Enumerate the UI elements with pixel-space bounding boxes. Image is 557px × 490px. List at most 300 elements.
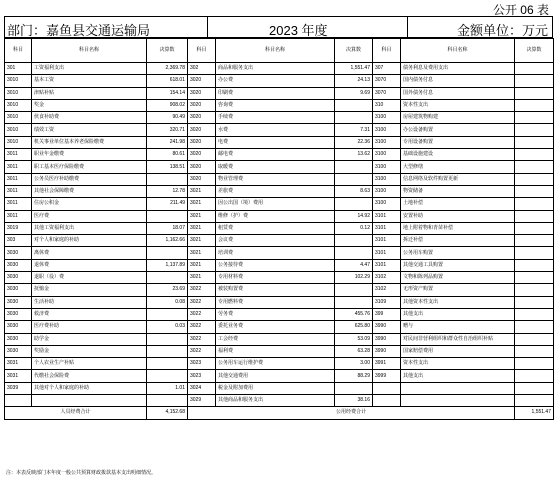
name-cell: 委托业务费 (216, 321, 335, 333)
amount-cell (515, 345, 554, 357)
name-cell: 物业管理费 (216, 173, 335, 185)
code-cell: 3020 (188, 161, 216, 173)
code-cell: 3101 (373, 235, 401, 247)
column-header-amount: 决算数 (515, 39, 554, 63)
amount-cell: 1,551.47 (335, 63, 373, 75)
amount-cell (515, 124, 554, 136)
code-cell: 3991 (373, 358, 401, 370)
table-row (5, 370, 554, 382)
name-cell: 福利费 (216, 345, 335, 357)
name-cell: 基础设施建设 (401, 149, 515, 161)
code-cell: 3021 (188, 185, 216, 197)
name-cell: 公务用车运行维护费 (216, 358, 335, 370)
amount-cell (147, 272, 188, 284)
code-cell: 3010 (5, 136, 32, 148)
amount-cell (335, 112, 373, 124)
code-cell: 3990 (373, 345, 401, 357)
amount-cell: 154.14 (147, 87, 188, 99)
name-cell: 取暖费 (216, 161, 335, 173)
expenditure-table (4, 38, 554, 420)
name-cell: 奖励金 (32, 345, 147, 357)
name-cell: 专用燃料费 (216, 296, 335, 308)
amount-cell: 7.31 (335, 124, 373, 136)
name-cell: 维修（护）费 (216, 210, 335, 222)
name-cell: 手续费 (216, 112, 335, 124)
code-cell: 3070 (373, 75, 401, 87)
name-cell: 生活补助 (32, 296, 147, 308)
name-cell: 伙食补助费 (32, 112, 147, 124)
table-row (5, 259, 554, 271)
amount-cell: 8.63 (335, 185, 373, 197)
name-cell: 公务员医疗补助缴费 (32, 173, 147, 185)
public-total-amount: 1,551.47 (515, 407, 554, 419)
name-cell: 对民间非营利组织和群众性自治组织补贴 (401, 333, 515, 345)
amount-cell (515, 333, 554, 345)
table-row (5, 75, 554, 87)
code-cell: 3021 (188, 259, 216, 271)
amount-cell: 138.51 (147, 161, 188, 173)
name-cell: 助学金 (32, 333, 147, 345)
column-header-name: 科目名称 (401, 39, 515, 63)
name-cell: 其他资本性支出 (401, 296, 515, 308)
name-cell: 专用材料费 (216, 272, 335, 284)
amount-cell: 22.36 (335, 136, 373, 148)
name-cell: 安置补助 (401, 210, 515, 222)
name-cell: 基本工资 (32, 75, 147, 87)
code-cell: 3999 (373, 370, 401, 382)
code-cell: 3102 (373, 272, 401, 284)
code-cell: 3020 (188, 112, 216, 124)
column-header-code: 科目 (5, 39, 32, 63)
amount-cell (515, 395, 554, 407)
name-cell: 职工基本医疗保险缴费 (32, 161, 147, 173)
amount-cell (515, 321, 554, 333)
amount-cell: 320.71 (147, 124, 188, 136)
amount-cell (335, 284, 373, 296)
amount-cell (335, 296, 373, 308)
amount-cell (335, 99, 373, 111)
code-cell: 3100 (373, 161, 401, 173)
amount-cell: 102.29 (335, 272, 373, 284)
name-cell: 其他支出 (401, 370, 515, 382)
table-row (5, 124, 554, 136)
amount-cell: 90.49 (147, 112, 188, 124)
amount-cell (147, 358, 188, 370)
code-cell: 3030 (5, 247, 32, 259)
form-code: 公开 06 表 (492, 3, 549, 17)
amount-cell: 23.69 (147, 284, 188, 296)
name-cell: 公务用车购置 (401, 247, 515, 259)
table-row (5, 99, 554, 111)
amount-cell: 2,369.78 (147, 63, 188, 75)
amount-cell: 63.28 (335, 345, 373, 357)
amount-cell (335, 382, 373, 394)
amount-cell (147, 308, 188, 320)
amount-cell: 9.69 (335, 87, 373, 99)
amount-cell: 18.07 (147, 222, 188, 234)
amount-cell (335, 161, 373, 173)
code-cell: 3070 (373, 87, 401, 99)
name-cell: 其他交通费用 (216, 370, 335, 382)
table-row (5, 345, 554, 357)
name-cell: 地上附着物和青苗补偿 (401, 222, 515, 234)
table-row (5, 161, 554, 173)
name-cell: 职业年金缴费 (32, 149, 147, 161)
table-row (5, 382, 554, 394)
amount-cell (147, 345, 188, 357)
code-cell: 3101 (373, 222, 401, 234)
code-cell: 3100 (373, 185, 401, 197)
code-cell: 3020 (188, 136, 216, 148)
table-row (5, 198, 554, 210)
amount-cell (515, 63, 554, 75)
code-cell: 3030 (5, 308, 32, 320)
name-cell: 物资储备 (401, 185, 515, 197)
amount-cell (515, 210, 554, 222)
amount-cell (515, 284, 554, 296)
amount-cell (147, 247, 188, 259)
code-cell: 3020 (188, 124, 216, 136)
column-header-amount: 决算数 (335, 39, 373, 63)
amount-cell (147, 370, 188, 382)
name-cell: 办公设备购置 (401, 124, 515, 136)
name-cell: 救济费 (32, 308, 147, 320)
amount-cell (515, 136, 554, 148)
name-cell: 住房公积金 (32, 198, 147, 210)
amount-cell: 618.01 (147, 75, 188, 87)
amount-cell: 0.08 (147, 296, 188, 308)
code-cell: 3010 (5, 75, 32, 87)
name-cell: 税金及附加费用 (216, 382, 335, 394)
amount-cell: 455.76 (335, 308, 373, 320)
code-cell: 3030 (5, 296, 32, 308)
personnel-total-label: 人员经费合计 (5, 407, 147, 419)
code-cell: 3011 (5, 185, 32, 197)
year-label: 2023 年度 (269, 23, 328, 38)
code-cell: 303 (5, 235, 32, 247)
amount-cell: 908.02 (147, 99, 188, 111)
code-cell: 3100 (373, 198, 401, 210)
table-row (5, 173, 554, 185)
name-cell: 抚恤金 (32, 284, 147, 296)
amount-cell: 53.09 (335, 333, 373, 345)
amount-cell (515, 235, 554, 247)
name-cell: 邮电费 (216, 149, 335, 161)
name-cell: 公务接待费 (216, 259, 335, 271)
name-cell: 国家赔偿费用 (401, 345, 515, 357)
name-cell: 资本性支出 (401, 99, 515, 111)
amount-cell (515, 358, 554, 370)
code-cell: 3100 (373, 173, 401, 185)
code-cell: 3022 (188, 308, 216, 320)
amount-cell (147, 333, 188, 345)
code-cell: 3030 (5, 333, 32, 345)
amount-cell: 38.16 (335, 395, 373, 407)
name-cell: 工资福利支出 (32, 63, 147, 75)
code-cell: 3021 (188, 210, 216, 222)
name-cell: 劳务费 (216, 308, 335, 320)
column-header-code: 科目 (373, 39, 401, 63)
code-cell: 3010 (5, 112, 32, 124)
amount-cell (515, 173, 554, 185)
name-cell: 国内债务付息 (401, 75, 515, 87)
amount-cell (515, 149, 554, 161)
code-cell: 302 (188, 63, 216, 75)
code-cell: 3020 (188, 149, 216, 161)
code-cell: 3030 (5, 321, 32, 333)
table-row (5, 395, 554, 407)
amount-cell: 3.00 (335, 358, 373, 370)
name-cell: 其他交通工具购置 (401, 259, 515, 271)
amount-cell (515, 308, 554, 320)
code-cell: 3031 (5, 358, 32, 370)
table-row (5, 284, 554, 296)
name-cell: 土地补偿 (401, 198, 515, 210)
code-cell: 3010 (5, 99, 32, 111)
name-cell: 租赁费 (216, 222, 335, 234)
name-cell: 无形资产购置 (401, 284, 515, 296)
code-cell: 3020 (188, 87, 216, 99)
code-cell: 3020 (188, 173, 216, 185)
name-cell: 专用设备购置 (401, 136, 515, 148)
table-row (5, 112, 554, 124)
name-cell: 医疗费 (32, 210, 147, 222)
column-header-name: 科目名称 (32, 39, 147, 63)
name-cell: 其他社会保障缴费 (32, 185, 147, 197)
name-cell: 因公出国（境）费用 (216, 198, 335, 210)
name-cell: 个人农业生产补贴 (32, 358, 147, 370)
code-cell: 3030 (5, 272, 32, 284)
name-cell: 赠与 (401, 321, 515, 333)
amount-cell (335, 235, 373, 247)
name-cell: 其他工资福利支出 (32, 222, 147, 234)
name-cell: 其他支出 (401, 308, 515, 320)
amount-cell: 12.78 (147, 185, 188, 197)
amount-cell (515, 198, 554, 210)
code-cell: 3021 (188, 198, 216, 210)
code-cell: 3010 (5, 87, 32, 99)
code-cell: 3100 (373, 112, 401, 124)
amount-cell (335, 198, 373, 210)
name-cell: 绩效工资 (32, 124, 147, 136)
header-divider (407, 17, 408, 37)
code-cell: 301 (5, 63, 32, 75)
code-cell: 3011 (5, 198, 32, 210)
code-cell: 3022 (188, 284, 216, 296)
code-cell: 3030 (5, 345, 32, 357)
amount-cell (515, 247, 554, 259)
amount-cell (515, 75, 554, 87)
amount-cell (515, 272, 554, 284)
name-cell: 退职（役）费 (32, 272, 147, 284)
name-cell: 水费 (216, 124, 335, 136)
code-cell: 3100 (373, 124, 401, 136)
name-cell: 医疗费补助 (32, 321, 147, 333)
name-cell: 电费 (216, 136, 335, 148)
name-cell: 培训费 (216, 247, 335, 259)
code-cell: 3021 (188, 247, 216, 259)
table-row (5, 308, 554, 320)
code-cell: 3022 (188, 345, 216, 357)
code-cell: 3022 (188, 333, 216, 345)
table-row (5, 358, 554, 370)
name-cell: 商品和服务支出 (216, 63, 335, 75)
name-cell (401, 382, 515, 394)
amount-cell (515, 382, 554, 394)
code-cell: 399 (373, 308, 401, 320)
amount-cell (515, 296, 554, 308)
name-cell: 奖金 (32, 99, 147, 111)
header-divider (207, 17, 208, 37)
code-cell (373, 395, 401, 407)
amount-cell: 0.03 (147, 321, 188, 333)
code-cell: 3011 (5, 149, 32, 161)
name-cell: 会议费 (216, 235, 335, 247)
unit-label: 金额单位：万元 (456, 23, 548, 38)
name-cell: 退休费 (32, 259, 147, 271)
table-header-row (5, 39, 554, 63)
code-cell: 3102 (373, 284, 401, 296)
name-cell: 债务利息及费用支出 (401, 63, 515, 75)
amount-cell (147, 210, 188, 222)
name-cell: 工会经费 (216, 333, 335, 345)
code-cell: 3022 (188, 296, 216, 308)
amount-cell: 1,137.89 (147, 259, 188, 271)
code-cell: 307 (373, 63, 401, 75)
column-header-name: 科目名称 (216, 39, 335, 63)
public-total-label: 公用经费合计 (188, 407, 515, 419)
table-row (5, 272, 554, 284)
amount-cell (515, 222, 554, 234)
name-cell: 差旅费 (216, 185, 335, 197)
code-cell: 3011 (5, 210, 32, 222)
footnote: 注：本表反映部门本年度一般公共预算财政拨款基本支出明细情况。 (6, 470, 157, 476)
amount-cell (147, 395, 188, 407)
name-cell (32, 395, 147, 407)
code-cell: 3019 (5, 222, 32, 234)
name-cell: 其他对个人和家庭的补助 (32, 382, 147, 394)
amount-cell (515, 185, 554, 197)
code-cell: 3021 (188, 222, 216, 234)
code-cell: 3011 (5, 161, 32, 173)
name-cell: 被装购置费 (216, 284, 335, 296)
amount-cell (515, 99, 554, 111)
code-cell: 3990 (373, 321, 401, 333)
code-cell: 3101 (373, 259, 401, 271)
amount-cell: 1,162.66 (147, 235, 188, 247)
name-cell: 办公费 (216, 75, 335, 87)
code-cell: 3021 (188, 272, 216, 284)
code-cell (373, 382, 401, 394)
code-cell: 3100 (373, 136, 401, 148)
code-cell: 3101 (373, 210, 401, 222)
amount-cell: 80.61 (147, 149, 188, 161)
name-cell: 文物和陈列品购置 (401, 272, 515, 284)
code-cell: 3030 (5, 259, 32, 271)
amount-cell (515, 87, 554, 99)
table-row (5, 63, 554, 75)
table-row (5, 136, 554, 148)
amount-cell: 24.13 (335, 75, 373, 87)
name-cell: 资本性支出 (401, 358, 515, 370)
report-header (4, 16, 553, 38)
name-cell: 对个人和家庭的补助 (32, 235, 147, 247)
amount-cell (515, 161, 554, 173)
code-cell: 3023 (188, 358, 216, 370)
code-cell (5, 395, 32, 407)
name-cell: 其他商品和服务支出 (216, 395, 335, 407)
amount-cell: 4.47 (335, 259, 373, 271)
code-cell: 310 (373, 99, 401, 111)
amount-cell: 13.62 (335, 149, 373, 161)
code-cell: 3024 (188, 382, 216, 394)
name-cell: 大型修缮 (401, 161, 515, 173)
table-row (5, 296, 554, 308)
table-row (5, 185, 554, 197)
amount-cell: 1.01 (147, 382, 188, 394)
name-cell: 代缴社会保险费 (32, 370, 147, 382)
amount-cell: 625.80 (335, 321, 373, 333)
code-cell: 3020 (188, 75, 216, 87)
department-label: 部门：嘉鱼县交通运输局 (7, 23, 151, 38)
table-row (5, 87, 554, 99)
name-cell: 离休费 (32, 247, 147, 259)
table-row (5, 149, 554, 161)
code-cell: 3021 (188, 235, 216, 247)
amount-cell (335, 173, 373, 185)
column-header-code: 科目 (188, 39, 216, 63)
amount-cell (515, 370, 554, 382)
name-cell: 咨询费 (216, 99, 335, 111)
name-cell: 机关事业单位基本养老保险缴费 (32, 136, 147, 148)
code-cell: 3101 (373, 247, 401, 259)
code-cell: 3022 (188, 321, 216, 333)
code-cell: 3039 (5, 382, 32, 394)
name-cell: 津贴补贴 (32, 87, 147, 99)
amount-cell: 0.12 (335, 222, 373, 234)
amount-cell (147, 173, 188, 185)
amount-cell: 14.92 (335, 210, 373, 222)
code-cell: 3109 (373, 296, 401, 308)
table-row (5, 222, 554, 234)
code-cell: 3030 (5, 284, 32, 296)
amount-cell (335, 247, 373, 259)
table-row (5, 210, 554, 222)
code-cell: 3023 (188, 370, 216, 382)
totals-row (5, 407, 554, 419)
amount-cell: 241.98 (147, 136, 188, 148)
code-cell: 3100 (373, 149, 401, 161)
code-cell: 3010 (5, 124, 32, 136)
code-cell: 3031 (5, 370, 32, 382)
amount-cell (515, 112, 554, 124)
name-cell: 房屋建筑物购建 (401, 112, 515, 124)
table-row (5, 333, 554, 345)
code-cell: 3029 (188, 395, 216, 407)
name-cell: 拆迁补偿 (401, 235, 515, 247)
amount-cell: 211.49 (147, 198, 188, 210)
code-cell: 3011 (5, 173, 32, 185)
column-header-amount: 决算数 (147, 39, 188, 63)
name-cell: 印刷费 (216, 87, 335, 99)
code-cell: 3990 (373, 333, 401, 345)
name-cell: 国外债务付息 (401, 87, 515, 99)
personnel-total-amount: 4,152.68 (147, 407, 188, 419)
code-cell: 3020 (188, 99, 216, 111)
amount-cell (515, 259, 554, 271)
table-row (5, 235, 554, 247)
amount-cell: 88.29 (335, 370, 373, 382)
